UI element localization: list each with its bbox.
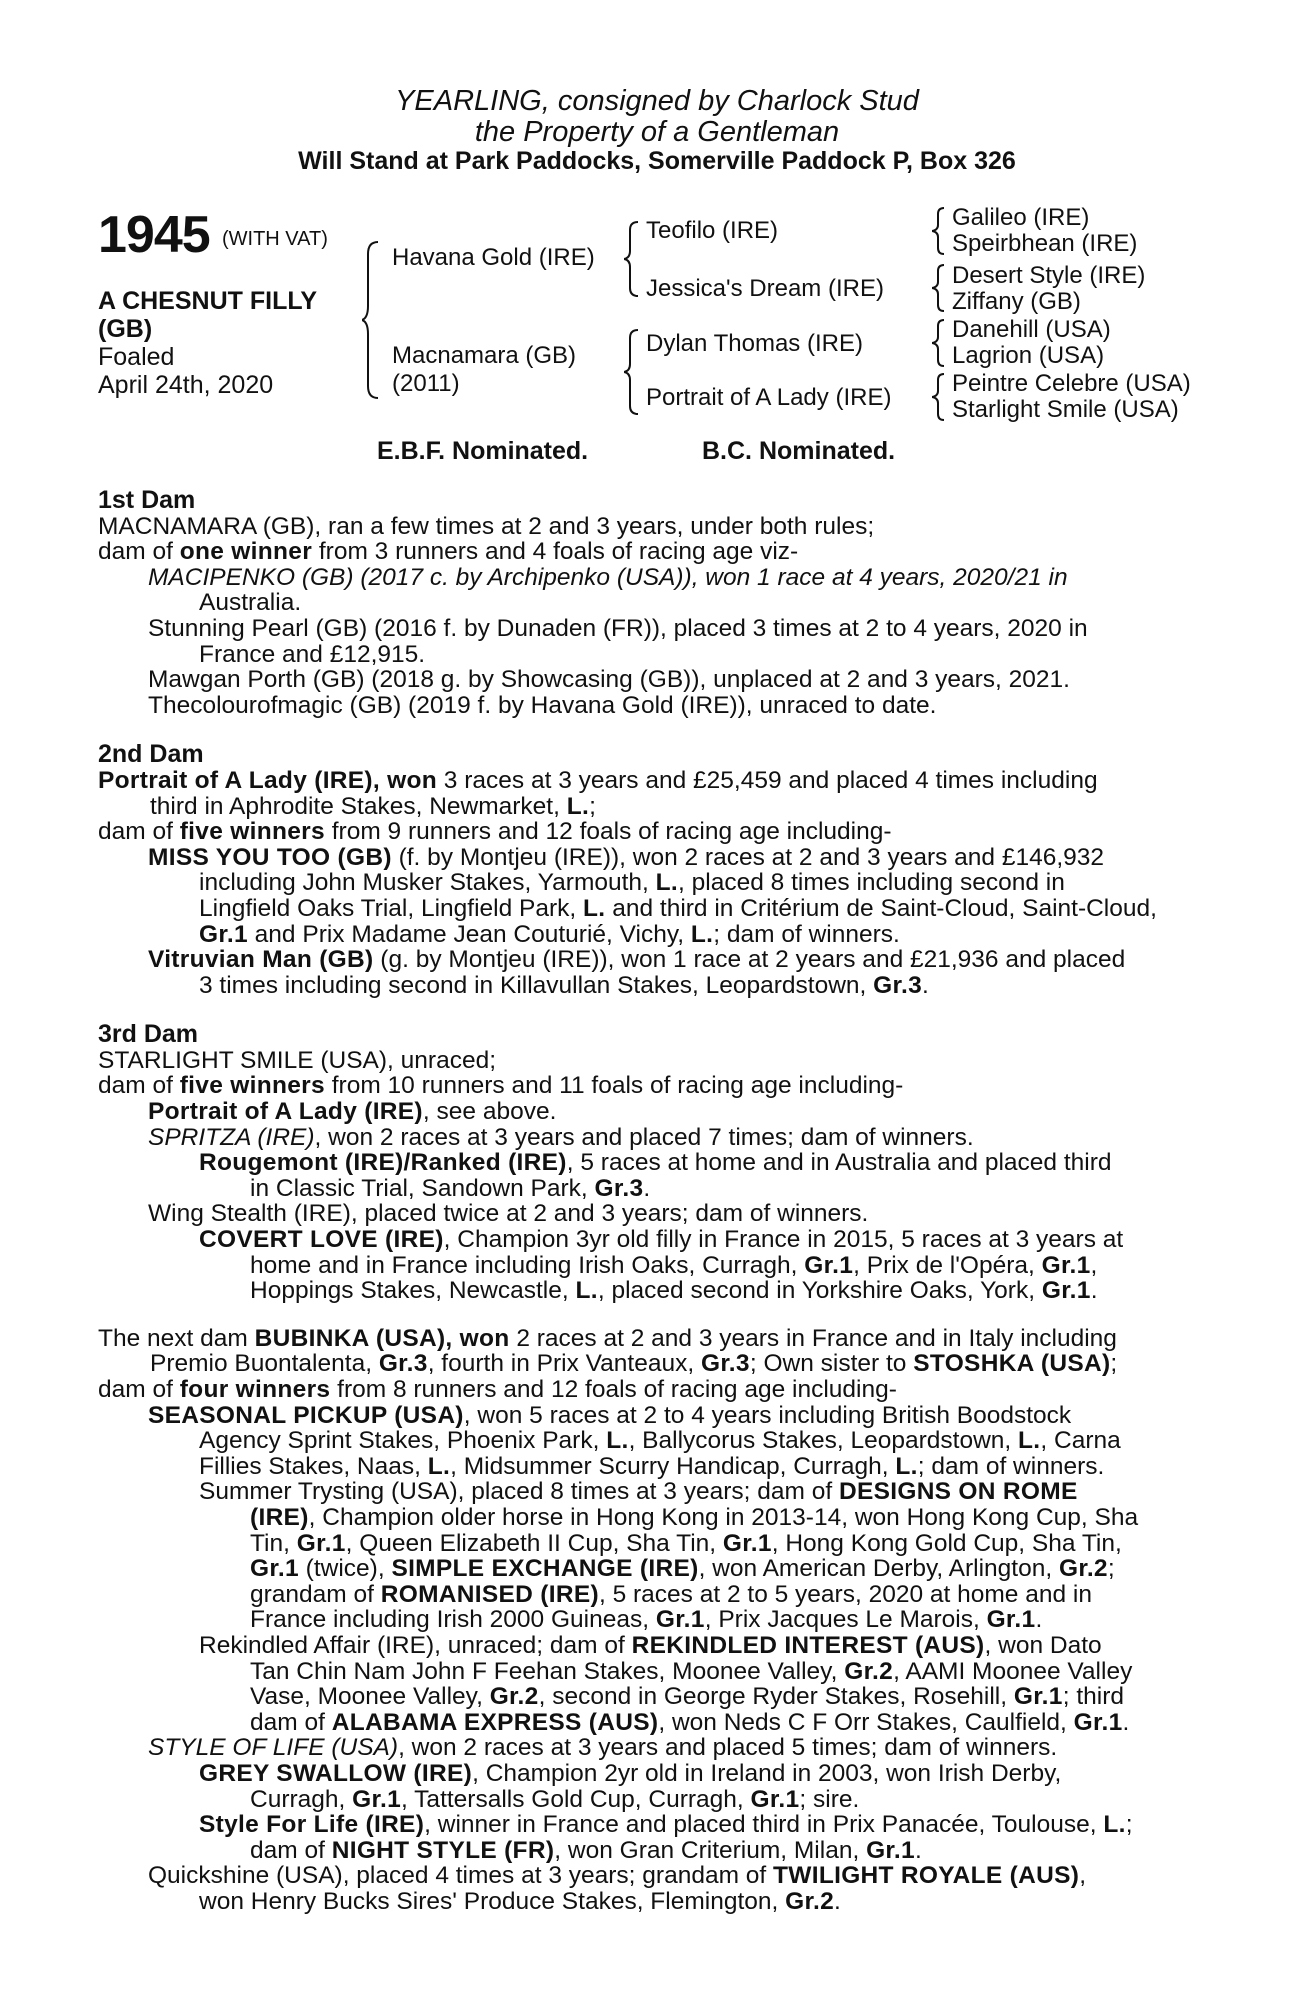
pedigree-dam-year: (2011) (392, 370, 460, 397)
first-dam-line: dam of one winner from 3 runners and 4 foals of racing age viz- (98, 538, 799, 566)
produce-line: MACIPENKO (GB) (2017 c. by Archipenko (USA)), won 1 race at 4 years, 2020/21 in (148, 563, 1068, 591)
first-dam-heading: 1st Dam (98, 486, 196, 514)
ebf-nomination: E.B.F. Nominated. (377, 437, 589, 465)
pedigree-dam-dam: Portrait of A Lady (IRE) (646, 384, 892, 411)
third-dam-heading: 3rd Dam (98, 1020, 199, 1049)
header-consignor: YEARLING, consigned by Charlock Stud (395, 85, 919, 117)
produce-line: Summer Trysting (USA), placed 8 times at 3 years; dam of DESIGNS ON ROME (199, 1478, 1078, 1506)
second-dam-heading: 2nd Dam (98, 740, 204, 769)
produce-line: Vitruvian Man (GB) (g. by Montjeu (IRE)), won 1 race at 2 years and £21,936 and placed (148, 946, 1126, 974)
vat-note: (WITH VAT) (222, 228, 328, 250)
pedigree-sire-sire: Teofilo (IRE) (646, 217, 779, 244)
third-dam-line: dam of five winners from 10 runners and 11 foals of racing age including- (98, 1072, 904, 1100)
produce-line: Curragh, Gr.1, Tattersalls Gold Cup, Curragh, Gr.1; sire. (250, 1785, 860, 1813)
pedigree-sire: Havana Gold (IRE) (392, 244, 595, 271)
produce-line: home and in France including Irish Oaks, Curragh, Gr.1, Prix de l'Opéra, Gr.1, (250, 1251, 1098, 1279)
produce-line: Fillies Stakes, Naas, L., Midsummer Scurry Handicap, Curragh, L.; dam of winners. (199, 1452, 1105, 1480)
pedigree-sdd: Ziffany (GB) (952, 288, 1081, 315)
pedigree-sds: Desert Style (IRE) (952, 262, 1146, 289)
produce-line: Tin, Gr.1, Queen Elizabeth II Cup, Sha Tin, Gr.1, Hong Kong Gold Cup, Sha Tin, (250, 1529, 1122, 1557)
next-dam-line: Premio Buontalenta, Gr.3, fourth in Prix Vanteaux, Gr.3; Own sister to STOSHKA (USA); (150, 1350, 1118, 1378)
lot-number: 1945 (98, 206, 210, 264)
produce-line: Lingfield Oaks Trial, Lingfield Park, L. and third in Critérium de Saint-Cloud, Saint-Cloud, (199, 894, 1157, 922)
pedigree-ddd: Starlight Smile (USA) (952, 396, 1179, 423)
pedigree-dsd: Lagrion (USA) (952, 342, 1105, 369)
produce-line: Quickshine (USA), placed 4 times at 3 years; grandam of TWILIGHT ROYALE (AUS), (148, 1862, 1087, 1890)
produce-line: Agency Sprint Stakes, Phoenix Park, L., Ballycorus Stakes, Leopardstown, L., Carna (199, 1427, 1121, 1455)
sex-line-2: (GB) (98, 315, 153, 343)
next-dam-line: dam of four winners from 8 runners and 12 foals of racing age including- (98, 1376, 897, 1403)
foaled-label: Foaled (98, 343, 175, 371)
second-dam-line: dam of five winners from 9 runners and 12 foals of racing age including- (98, 818, 892, 846)
produce-line: Tan Chin Nam John F Feehan Stakes, Moonee Valley, Gr.2, AAMI Moonee Valley (250, 1657, 1133, 1685)
produce-line: COVERT LOVE (IRE), Champion 3yr old filly in France in 2015, 5 races at 3 years at (199, 1226, 1124, 1254)
brace-portrait (932, 372, 948, 422)
second-dam-line: third in Aphrodite Stakes, Newmarket, L.; (150, 792, 596, 820)
next-dam-line: The next dam BUBINKA (USA), won 2 races at 2 and 3 years in France and in Italy including (98, 1324, 1117, 1352)
produce-line: Vase, Moonee Valley, Gr.2, second in George Ryder Stakes, Rosehill, Gr.1; third (250, 1683, 1124, 1711)
brace-dylan-thomas (932, 318, 948, 368)
bc-nomination: B.C. Nominated. (702, 437, 896, 465)
foaled-date: April 24th, 2020 (98, 371, 274, 399)
header-property: the Property of a Gentleman (474, 116, 840, 148)
third-dam-line: STARLIGHT SMILE (USA), unraced; (98, 1046, 497, 1074)
brace-sire-parents (624, 220, 642, 298)
produce-line: including John Musker Stakes, Yarmouth, L., placed 8 times including second in (199, 869, 1065, 897)
brace-teofilo (932, 206, 948, 256)
pedigree-sss: Galileo (IRE) (952, 204, 1090, 231)
produce-line: GREY SWALLOW (IRE), Champion 2yr old in Ireland in 2003, won Irish Derby, (199, 1759, 1062, 1787)
produce-line: Hoppings Stakes, Newcastle, L., placed second in Yorkshire Oaks, York, Gr.1. (250, 1277, 1098, 1305)
produce-line: Style For Life (IRE), winner in France and placed third in Prix Panacée, Toulouse, L.; (199, 1811, 1133, 1839)
produce-line: Wing Stealth (IRE), placed twice at 2 and 3 years; dam of winners. (148, 1200, 869, 1228)
produce-line: dam of NIGHT STYLE (FR), won Gran Criterium, Milan, Gr.1. (250, 1836, 922, 1864)
second-dam-line: Portrait of A Lady (IRE), won 3 races at 3 years and £25,459 and placed 4 times including (98, 766, 1098, 794)
produce-line: won Henry Bucks Sires' Produce Stakes, Flemington, Gr.2. (199, 1887, 841, 1915)
produce-line: France including Irish 2000 Guineas, Gr.1, Prix Jacques Le Marois, Gr.1. (250, 1606, 1043, 1634)
produce-line: 3 times including second in Killavullan Stakes, Leopardstown, Gr.3. (199, 971, 929, 999)
brace-jessicas-dream (932, 263, 948, 313)
brace-sire-dam (362, 240, 382, 400)
pedigree-dds: Peintre Celebre (USA) (952, 370, 1191, 397)
produce-line: Rekindled Affair (IRE), unraced; dam of REKINDLED INTEREST (AUS), won Dato (199, 1631, 1102, 1659)
produce-line: Gr.1 (twice), SIMPLE EXCHANGE (IRE), won American Derby, Arlington, Gr.2; (250, 1555, 1115, 1583)
produce-line: grandam of ROMANISED (IRE), 5 races at 2 to 5 years, 2020 at home and in (250, 1580, 1092, 1608)
pedigree-sire-dam: Jessica's Dream (IRE) (646, 275, 884, 302)
lot-description (98, 287, 317, 399)
produce-line: Portrait of A Lady (IRE), see above. (148, 1098, 557, 1126)
pedigree-dam-sire: Dylan Thomas (IRE) (646, 330, 863, 357)
produce-line: Thecolourofmagic (GB) (2019 f. by Havana Gold (IRE)), unraced to date. (148, 691, 937, 719)
produce-line: SPRITZA (IRE), won 2 races at 3 years and placed 7 times; dam of winners. (148, 1123, 974, 1151)
sex-line-1: A CHESNUT FILLY (98, 287, 317, 315)
produce-line: France and £12,915. (199, 640, 426, 668)
produce-line: SEASONAL PICKUP (USA), won 5 races at 2 to 4 years including British Boodstock (148, 1401, 1072, 1429)
pedigree-dss: Danehill (USA) (952, 316, 1111, 343)
produce-line: Rougemont (IRE)/Ranked (IRE), 5 races at home and in Australia and placed third (199, 1149, 1112, 1177)
first-dam-line: MACNAMARA (GB), ran a few times at 2 and 3 years, under both rules; (98, 512, 875, 540)
pedigree-dam: Macnamara (GB) (392, 342, 577, 369)
produce-line: Mawgan Porth (GB) (2018 g. by Showcasing (GB)), unplaced at 2 and 3 years, 2021. (148, 666, 1070, 694)
produce-line: MISS YOU TOO (GB) (f. by Montjeu (IRE)), won 2 races at 2 and 3 years and £146,932 (148, 843, 1105, 871)
pedigree-ssd: Speirbhean (IRE) (952, 230, 1138, 257)
brace-dam-parents (624, 328, 642, 416)
produce-line: Gr.1 and Prix Madame Jean Couturié, Vichy, L.; dam of winners. (199, 920, 900, 948)
produce-line: STYLE OF LIFE (USA), won 2 races at 3 years and placed 5 times; dam of winners. (148, 1734, 1058, 1762)
header-location: Will Stand at Park Paddocks, Somerville Paddock P, Box 326 (298, 147, 1016, 175)
produce-line: in Classic Trial, Sandown Park, Gr.3. (250, 1174, 651, 1202)
produce-line: Stunning Pearl (GB) (2016 f. by Dunaden (FR)), placed 3 times at 2 to 4 years, 2020 in (148, 614, 1088, 642)
produce-line: (IRE), Champion older horse in Hong Kong in 2013-14, won Hong Kong Cup, Sha (250, 1503, 1139, 1531)
produce-line: Australia. (199, 589, 302, 617)
produce-line: dam of ALABAMA EXPRESS (AUS), won Neds C F Orr Stakes, Caulfield, Gr.1. (250, 1708, 1130, 1736)
catalogue-body (98, 488, 1206, 1914)
